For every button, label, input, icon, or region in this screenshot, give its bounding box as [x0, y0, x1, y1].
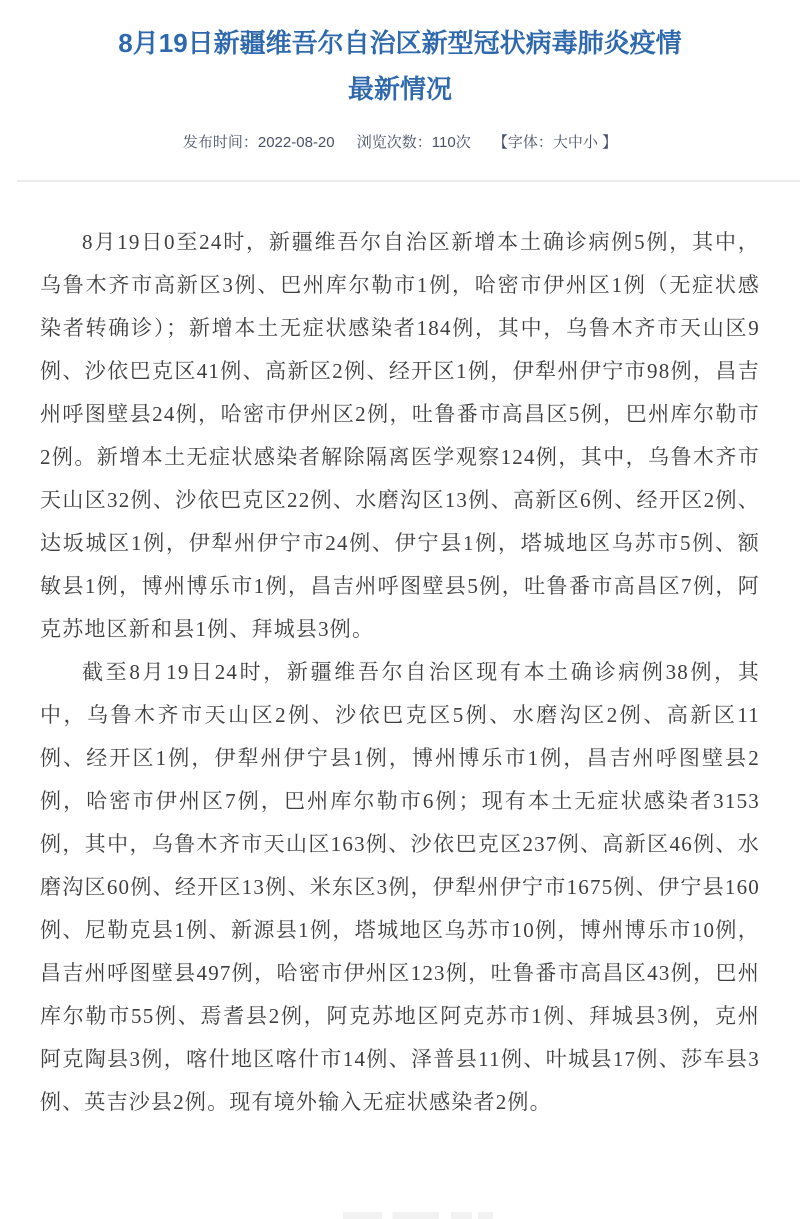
font-size-control-suffix: 】 [597, 134, 618, 151]
font-size-control-prefix: 【字体： [492, 134, 553, 151]
paragraph-daily-new-cases: 8月19日0至24时，新疆维吾尔自治区新增本土确诊病例5例，其中，乌鲁木齐市高新区3例、巴州库尔勒市1例，哈密市伊州区1例（无症状感染者转确诊）；新增本土无症状感染者184例，其中，乌鲁木齐市天山区9例、沙依巴克区41例、高新区2例、经开区1例，伊犁州伊宁市98例，昌吉州呼图壁县24例，哈密市伊州区2例，吐鲁番市高昌区5例，巴州库尔勒市2例。新增本土无症状感染者解除隔离医学观察124例，其中，乌鲁木齐市天山区32例、沙依巴克区22例、水磨沟区13例、高新区6例、经开区2例、达坂城区1例，伊犁州伊宁市24例、伊宁县1例，塔城地区乌苏市5例、额敏县1例，博州博乐市1例，昌吉州呼图壁县5例，吐鲁番市高昌区7例，阿克苏地区新和县1例、拜城县3例。 [40, 230, 760, 641]
paragraph-cumulative-cases: 截至8月19日24时，新疆维吾尔自治区现有本土确诊病例38例，其中，乌鲁木齐市天山区2例、沙依巴克区5例、水磨沟区2例、高新区11例、经开区1例，伊犁州伊宁县1例，博州博乐市1例，昌吉州呼图壁县2例，哈密市伊州区7例，巴州库尔勒市6例；现有本土无症状感染者3153例，其中，乌鲁木齐市天山区163例、沙依巴克区237例、高新区46例、水磨沟区60例、经开区13例、米东区3例，伊犁州伊宁市1675例、伊宁县160例、尼勒克县1例、新源县1例，塔城地区乌苏市10例，博州博乐市10例，昌吉州呼图壁县497例，哈密市伊州区123例，吐鲁番市高昌区43例，巴州库尔勒市55例、焉耆县2例，阿克苏地区阿克苏市1例、拜城县3例，克州阿克陶县3例，喀什地区喀什市14例、泽普县11例、叶城县17例、莎车县3例、英吉沙县2例。现有境外输入无症状感染者2例。 [40, 660, 760, 1114]
page-title-line-1: 8月19日新疆维吾尔自治区新型冠状病毒肺炎疫情 [118, 28, 682, 58]
publish-time-value: 2022-08-20 [257, 134, 335, 151]
publish-time [183, 133, 335, 153]
page-title-line-2: 最新情况 [347, 74, 452, 104]
font-size-medium-button[interactable]: 中 [567, 134, 583, 151]
publish-time-label: 发布时间： [182, 134, 258, 151]
view-count-label: 浏览次数： [356, 134, 432, 151]
font-size-small-button[interactable]: 小 [582, 134, 598, 151]
article-meta [0, 133, 800, 153]
font-size-control [493, 133, 617, 153]
cutoff-bottom-artifact [343, 1212, 493, 1219]
page-title [40, 20, 760, 112]
view-count [357, 133, 471, 153]
view-count-value: 110次 [431, 134, 471, 151]
font-size-large-button[interactable]: 大 [552, 134, 568, 151]
article-header [0, 20, 800, 182]
article-body [40, 182, 760, 1124]
